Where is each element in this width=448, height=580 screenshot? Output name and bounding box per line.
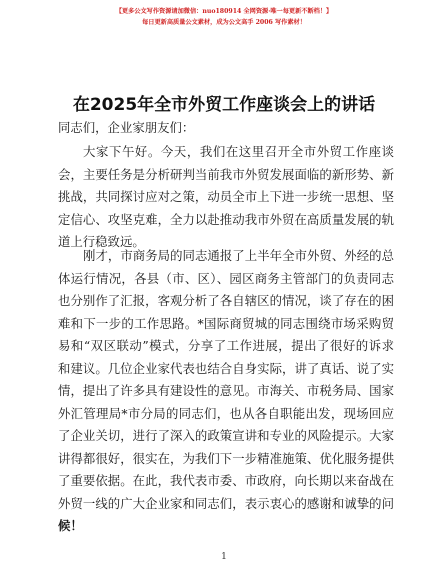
paragraph-1-line: 大家下午好。今天，我们在这里召开全市外贸工作座谈 [83,144,394,159]
paragraph-1-line: 定信心、攻坚克难，全力以赴推动我市外贸在高质量发展的轨 [58,211,394,227]
paragraph-2-line: 外汇管理局*市分局的同志们，也从各自职能出发，现场回应 [58,405,394,421]
salutation: 同志们，企业家朋友们： [58,120,195,135]
paragraph-1-line: 道上行稳致远。 [58,234,145,249]
document-title: 在2025年全市外贸工作座谈会上的讲话 [72,95,376,115]
paragraph-2-line: 体运行情况，各县（市、区）、园区商务主管部门的负责同志 [58,270,394,286]
paragraph-2-line: 候！ [58,518,83,533]
paragraph-2 [58,245,394,538]
paragraph-1-line: 会，主要任务是分析研判当前我市外贸发展面临的新形势、新 [58,166,394,182]
paragraph-1-line: 挑战，共同探讨应对之策，动员全市上下进一步统一思想、坚 [58,189,394,204]
paragraph-2-line: 情，提出了许多具有建设性的意见。市海关、市税务局、国家 [58,383,394,398]
paragraph-2-line: 了企业关切，进行了深入的政策宣讲和专业的风险提示。大家 [58,428,394,443]
paragraph-2-line: 也分别作了汇报，客观分析了各自辖区的情况，谈了存在的困 [58,293,394,308]
paragraph-2-line: 刚才，市商务局的同志通报了上半年全市外贸、外经的总 [83,248,394,263]
paragraph-2-line: 讲得都很好，很实在，为我们下一步精准施策、优化服务提供 [58,450,394,466]
page-number: 1 [221,552,227,562]
paragraph-2-line: 易和“双区联动”模式，分享了工作进展，提出了很好的诉求 [58,338,394,353]
paragraph-2-line: 难和下一步的工作思路。*国际商贸城的同志围绕市场采购贸 [58,315,394,331]
paragraph-2-line: 和建议。几位企业家代表也结合自身实际，讲了真话、说了实 [58,360,394,376]
paragraph-2-line: 了重要依据。在此，我代表市委、市政府，向长期以来奋战在 [58,473,394,488]
paragraph-1 [58,141,394,254]
promo-banner-line-2: 每日更新高质量公文素材，成为公文高手 2006 写作素材！ [142,19,306,26]
promo-banner-line-1: 【更多公文写作资源请加微信：nuo180914 全网资源·唯一每更新不断档！】 [115,8,333,15]
paragraph-2-line: 外贸一线的广大企业家和同志们，表示衷心的感谢和诚挚的问 [58,495,394,511]
